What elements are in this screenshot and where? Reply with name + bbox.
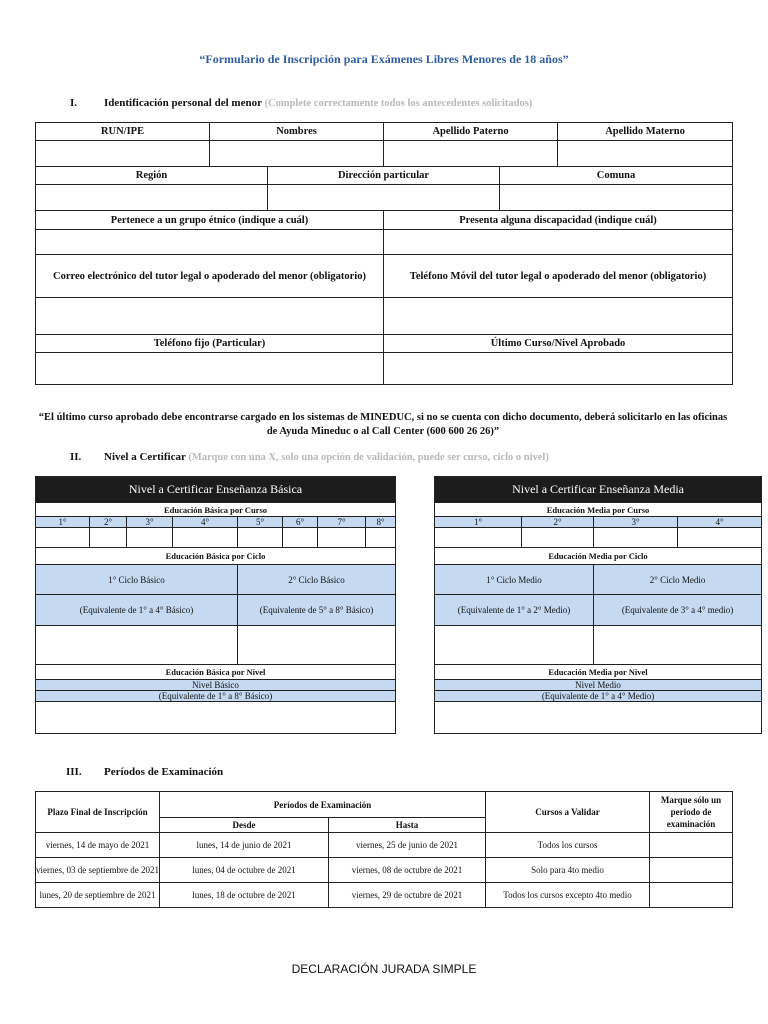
media-curso-label: 2° xyxy=(522,517,594,528)
periodo-checkbox[interactable] xyxy=(650,833,733,858)
direccion-header: Dirección particular xyxy=(268,167,500,185)
media-curso-checkbox[interactable] xyxy=(435,528,522,548)
media-curso-checkbox[interactable] xyxy=(522,528,594,548)
basica-curso-label: 1° xyxy=(36,517,90,528)
basica-curso-checkbox[interactable] xyxy=(127,528,173,548)
personal-id-table xyxy=(35,122,733,385)
basica-curso-checkbox[interactable] xyxy=(318,528,366,548)
direccion-field[interactable] xyxy=(268,185,500,211)
apellido-paterno-field[interactable] xyxy=(384,141,558,167)
periodos-header: Períodos de Examinación xyxy=(160,792,486,818)
basica-ciclo-2-checkbox[interactable] xyxy=(238,626,396,665)
declaracion-heading: DECLARACIÓN JURADA SIMPLE xyxy=(291,962,477,976)
ultimo-curso-field[interactable] xyxy=(384,353,733,385)
media-ciclo-2-checkbox[interactable] xyxy=(594,626,762,665)
comuna-field[interactable] xyxy=(500,185,733,211)
media-ciclo-1-checkbox[interactable] xyxy=(435,626,594,665)
media-por-curso-label: Educación Media por Curso xyxy=(435,503,762,517)
correo-tutor-header: Correo electrónico del tutor legal o apoderado del menor (obligatorio) xyxy=(36,255,384,298)
media-header: Nivel a Certificar Enseñanza Media xyxy=(435,477,762,503)
media-por-ciclo-label: Educación Media por Ciclo xyxy=(435,548,762,565)
media-ciclo-1-equiv: (Equivalente de 1° a 2° Medio) xyxy=(435,595,594,626)
media-table xyxy=(434,476,762,734)
region-field[interactable] xyxy=(36,185,268,211)
media-curso-checkbox[interactable] xyxy=(678,528,762,548)
correo-tutor-field[interactable] xyxy=(36,298,384,335)
apellido-paterno-header: Apellido Paterno xyxy=(384,123,558,141)
basica-table xyxy=(35,476,396,734)
cursos-header: Cursos a Validar xyxy=(486,792,650,833)
run-ipe-header: RUN/IPE xyxy=(36,123,210,141)
form-title: “Formulario de Inscripción para Exámenes Libres Menores de 18 años” xyxy=(199,52,569,66)
media-curso-checkbox[interactable] xyxy=(594,528,678,548)
plazo-cell: viernes, 03 de septiembre de 2021 xyxy=(36,858,160,883)
basica-por-nivel-label: Educación Básica por Nivel xyxy=(36,665,396,680)
section-1-label: Identificación personal del menor xyxy=(104,97,262,109)
basica-nivel-checkbox[interactable] xyxy=(36,702,396,734)
basica-curso-checkbox[interactable] xyxy=(90,528,127,548)
basica-nivel-equiv: (Equivalente de 1° a 8° Básico) xyxy=(36,691,396,702)
media-nivel-checkbox[interactable] xyxy=(435,702,762,734)
basica-curso-checkbox[interactable] xyxy=(173,528,238,548)
ultimo-curso-header: Último Curso/Nivel Aprobado xyxy=(384,335,733,353)
basica-por-curso-label: Educación Básica por Curso xyxy=(36,503,396,517)
hasta-cell: viernes, 08 de octubre de 2021 xyxy=(329,858,486,883)
apellido-materno-field[interactable] xyxy=(558,141,733,167)
hasta-cell: viernes, 25 de junio de 2021 xyxy=(329,833,486,858)
apellido-materno-header: Apellido Materno xyxy=(558,123,733,141)
basica-curso-checkbox[interactable] xyxy=(283,528,318,548)
telefono-fijo-header: Teléfono fijo (Particular) xyxy=(36,335,384,353)
basica-curso-label: 4° xyxy=(173,517,238,528)
section-1-number: I. xyxy=(70,97,78,109)
basica-curso-checkbox[interactable] xyxy=(238,528,283,548)
nombres-header: Nombres xyxy=(210,123,384,141)
section-2-label: Nivel a Certificar xyxy=(104,451,186,463)
basica-curso-label: 2° xyxy=(90,517,127,528)
discapacidad-field[interactable] xyxy=(384,230,733,255)
cursos-cell: Solo para 4to medio xyxy=(486,858,650,883)
basica-por-ciclo-label: Educación Básica por Ciclo xyxy=(36,548,396,565)
desde-cell: lunes, 14 de junio de 2021 xyxy=(160,833,329,858)
media-curso-label: 4° xyxy=(678,517,762,528)
periodo-checkbox[interactable] xyxy=(650,858,733,883)
hasta-cell: viernes, 29 de octubre de 2021 xyxy=(329,883,486,908)
telefono-movil-header: Teléfono Móvil del tutor legal o apoderado del menor (obligatorio) xyxy=(384,255,733,298)
run-ipe-field[interactable] xyxy=(36,141,210,167)
section-1-hint: (Complete correctamente todos los antecedentes solicitados) xyxy=(264,98,533,109)
basica-curso-checkbox[interactable] xyxy=(36,528,90,548)
basica-ciclo-1-equiv: (Equivalente de 1° a 4° Básico) xyxy=(36,595,238,626)
hasta-header: Hasta xyxy=(329,818,486,833)
section-2-number: II. xyxy=(70,451,82,463)
media-ciclo-2-label: 2° Ciclo Medio xyxy=(594,565,762,595)
basica-ciclo-2-label: 2° Ciclo Básico xyxy=(238,565,396,595)
cursos-cell: Todos los cursos excepto 4to medio xyxy=(486,883,650,908)
section-3-label: Períodos de Examinación xyxy=(104,766,224,778)
plazo-cell: lunes, 20 de septiembre de 2021 xyxy=(36,883,160,908)
desde-header: Desde xyxy=(160,818,329,833)
basica-ciclo-1-label: 1° Ciclo Básico xyxy=(36,565,238,595)
basica-curso-checkbox[interactable] xyxy=(366,528,396,548)
section-2-hint: (Marque con una X, solo una opción de validación, puede ser curso, ciclo o nivel) xyxy=(188,452,549,463)
basica-curso-label: 5° xyxy=(238,517,283,528)
basica-header: Nivel a Certificar Enseñanza Básica xyxy=(36,477,396,503)
media-ciclo-1-label: 1° Ciclo Medio xyxy=(435,565,594,595)
section-3-number: III. xyxy=(66,766,82,778)
comuna-header: Comuna xyxy=(500,167,733,185)
desde-cell: lunes, 18 de octubre de 2021 xyxy=(160,883,329,908)
media-nivel-label: Nivel Medio xyxy=(435,680,762,691)
cursos-cell: Todos los cursos xyxy=(486,833,650,858)
media-nivel-equiv: (Equivalente de 1° a 4° Medio) xyxy=(435,691,762,702)
basica-nivel-label: Nivel Básico xyxy=(36,680,396,691)
marque-header: Marque sólo un periodo de examinación xyxy=(650,792,733,833)
media-por-nivel-label: Educación Media por Nivel xyxy=(435,665,762,680)
basica-ciclo-1-checkbox[interactable] xyxy=(36,626,238,665)
telefono-fijo-field[interactable] xyxy=(36,353,384,385)
desde-cell: lunes, 04 de octubre de 2021 xyxy=(160,858,329,883)
basica-curso-label: 8° xyxy=(366,517,396,528)
periodo-checkbox[interactable] xyxy=(650,883,733,908)
plazo-header: Plazo Final de Inscripción xyxy=(36,792,160,833)
basica-curso-label: 6° xyxy=(283,517,318,528)
grupo-etnico-header: Pertenece a un grupo étnico (indique a cuál) xyxy=(36,211,384,230)
section-1-heading xyxy=(70,97,532,109)
media-curso-label: 1° xyxy=(435,517,522,528)
section-3-heading xyxy=(66,766,223,778)
media-curso-label: 3° xyxy=(594,517,678,528)
grupo-etnico-field[interactable] xyxy=(36,230,384,255)
telefono-movil-field[interactable] xyxy=(384,298,733,335)
media-ciclo-2-equiv: (Equivalente de 3° a 4° medio) xyxy=(594,595,762,626)
basica-curso-label: 3° xyxy=(127,517,173,528)
plazo-cell: viernes, 14 de mayo de 2021 xyxy=(36,833,160,858)
basica-ciclo-2-equiv: (Equivalente de 5° a 8° Básico) xyxy=(238,595,396,626)
nombres-field[interactable] xyxy=(210,141,384,167)
section-2-heading xyxy=(70,451,549,463)
discapacidad-header: Presenta alguna discapacidad (indique cuál) xyxy=(384,211,733,230)
region-header: Región xyxy=(36,167,268,185)
mineduc-note: “El último curso aprobado debe encontrarse cargado en los sistemas de MINEDUC, si no se cuenta con dicho documento, deberá solicitarlo en las oficinas de Ayuda Mineduc o al Call Center (600 600 26 26)” xyxy=(38,412,728,437)
periodos-table xyxy=(35,791,733,908)
basica-curso-label: 7° xyxy=(318,517,366,528)
